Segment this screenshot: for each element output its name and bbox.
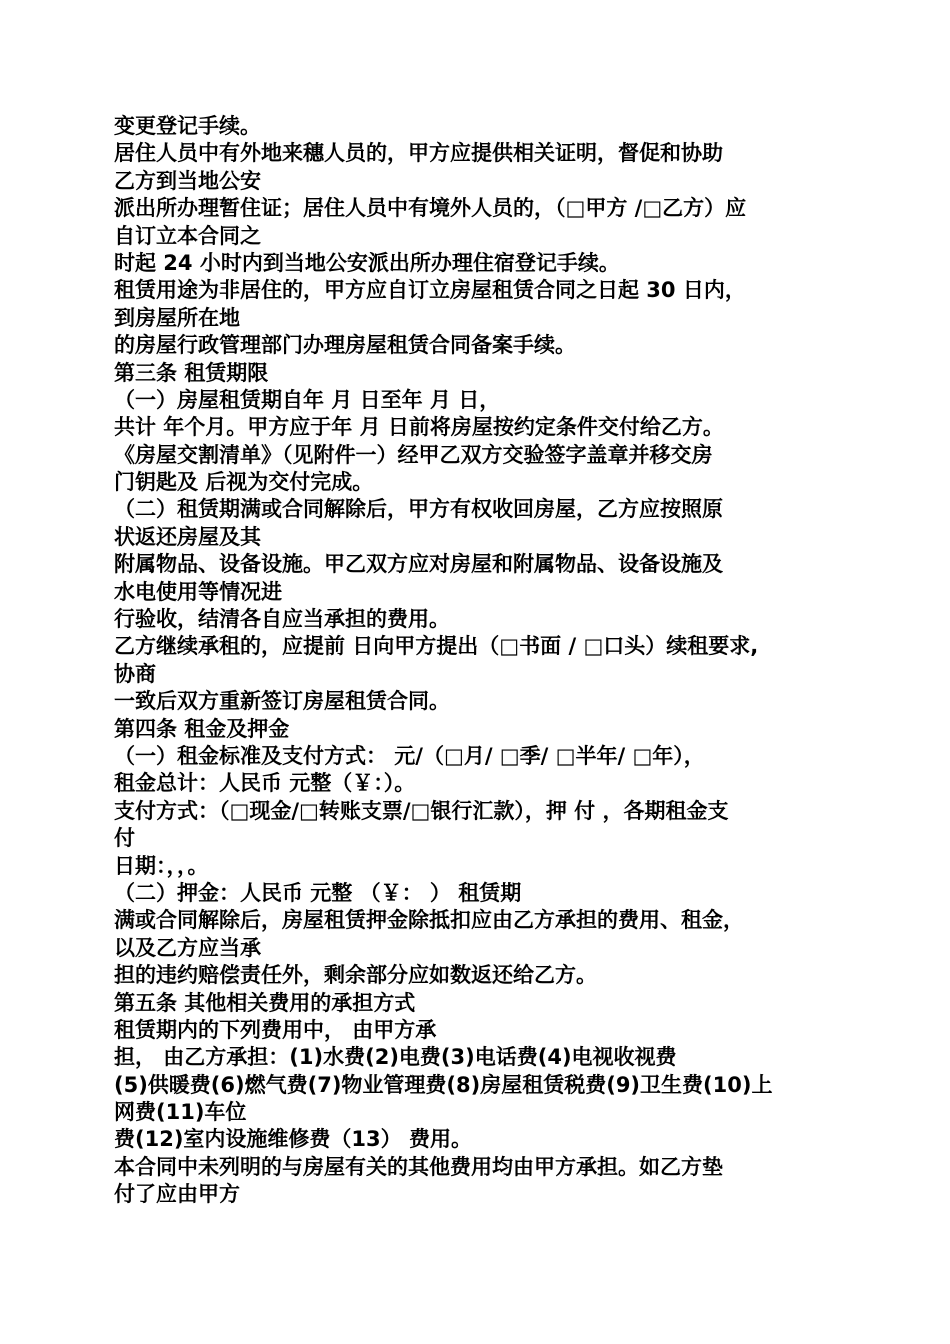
text-line: 第四条 租金及押金 bbox=[114, 716, 290, 741]
text-line: 时起 24 小时内到当地公安派出所办理住宿登记手续。 bbox=[114, 250, 620, 275]
text-line: 一致后双方重新签订房屋租赁合同。 bbox=[114, 689, 450, 714]
text-line: 附属物品、设备设施。甲乙双方应对房屋和附属物品、设备设施及 bbox=[114, 552, 723, 577]
text-line: 的房屋行政管理部门办理房屋租赁合同备案手续。 bbox=[114, 333, 576, 358]
text-line: 费(12)室内设施维修费（13） 费用。 bbox=[114, 1127, 472, 1152]
text-line: 乙方继续承租的，应提前 日向甲方提出（□书面 / □口头）续租要求, bbox=[114, 634, 759, 659]
text-line: 支付方式：（□现金/□转账支票/□银行汇款），押 付 ，各期租金支 bbox=[114, 798, 729, 823]
text-line: 以及乙方应当承 bbox=[114, 935, 261, 960]
text-line: 担， 由乙方承担：(1)水费(2)电费(3)电话费(4)电视收视费 bbox=[114, 1045, 677, 1070]
text-line: 居住人员中有外地来穗人员的，甲方应提供相关证明，督促和协助 bbox=[114, 141, 723, 166]
text-line: 本合同中未列明的与房屋有关的其他费用均由甲方承担。如乙方垫 bbox=[114, 1154, 723, 1179]
text-line: 门钥匙及 后视为交付完成。 bbox=[114, 470, 374, 495]
text-line: 共计 年个月。甲方应于年 月 日前将房屋按约定条件交付给乙方。 bbox=[114, 415, 724, 440]
text-line: 水电使用等情况进 bbox=[114, 579, 282, 604]
text-line: （一）租金标准及支付方式： 元/（□月/ □季/ □半年/ □年）， bbox=[114, 743, 705, 768]
text-line: 行验收，结清各自应当承担的费用。 bbox=[114, 607, 450, 632]
text-line: 租金总计：人民币 元整（￥：）。 bbox=[114, 771, 416, 796]
text-line: 派出所办理暂住证；居住人员中有境外人员的，（□甲方 /□乙方）应 bbox=[114, 196, 747, 221]
text-line: 乙方到当地公安 bbox=[114, 168, 261, 193]
text-line: 状返还房屋及其 bbox=[114, 524, 261, 549]
text-line: 《房屋交割清单》（见附件一）经甲乙双方交验签字盖章并移交房 bbox=[114, 442, 713, 467]
text-line: 网费(11)车位 bbox=[114, 1100, 247, 1125]
text-line: 担的违约赔偿责任外，剩余部分应如数返还给乙方。 bbox=[114, 963, 597, 988]
text-line: 日期：，，。 bbox=[114, 853, 209, 878]
contract-text-body bbox=[114, 113, 834, 1209]
text-line: 租赁期内的下列费用中， 由甲方承 bbox=[114, 1017, 437, 1042]
text-line: 第五条 其他相关费用的承担方式 bbox=[114, 990, 416, 1015]
text-line: 到房屋所在地 bbox=[114, 305, 240, 330]
text-line: 协商 bbox=[114, 661, 156, 686]
text-line: （二）押金：人民币 元整 （￥： ） 租赁期 bbox=[114, 880, 522, 905]
text-line: 满或合同解除后，房屋租赁押金除抵扣应由乙方承担的费用、租金， bbox=[114, 908, 744, 933]
text-line: （二）租赁期满或合同解除后，甲方有权收回房屋，乙方应按照原 bbox=[114, 497, 723, 522]
text-line: 付了应由甲方 bbox=[114, 1182, 240, 1207]
text-line: 第三条 租赁期限 bbox=[114, 360, 269, 385]
text-line: （一）房屋租赁期自年 月 日至年 月 日， bbox=[114, 387, 501, 412]
text-line: 租赁用途为非居住的，甲方应自订立房屋租赁合同之日起 30 日内， bbox=[114, 278, 746, 303]
text-line: 自订立本合同之 bbox=[114, 223, 261, 248]
text-line: (5)供暖费(6)燃气费(7)物业管理费(8)房屋租赁税费(9)卫生费(10)上 bbox=[114, 1072, 773, 1097]
text-line: 变更登记手续。 bbox=[114, 114, 261, 138]
text-line: 付 bbox=[114, 826, 135, 851]
